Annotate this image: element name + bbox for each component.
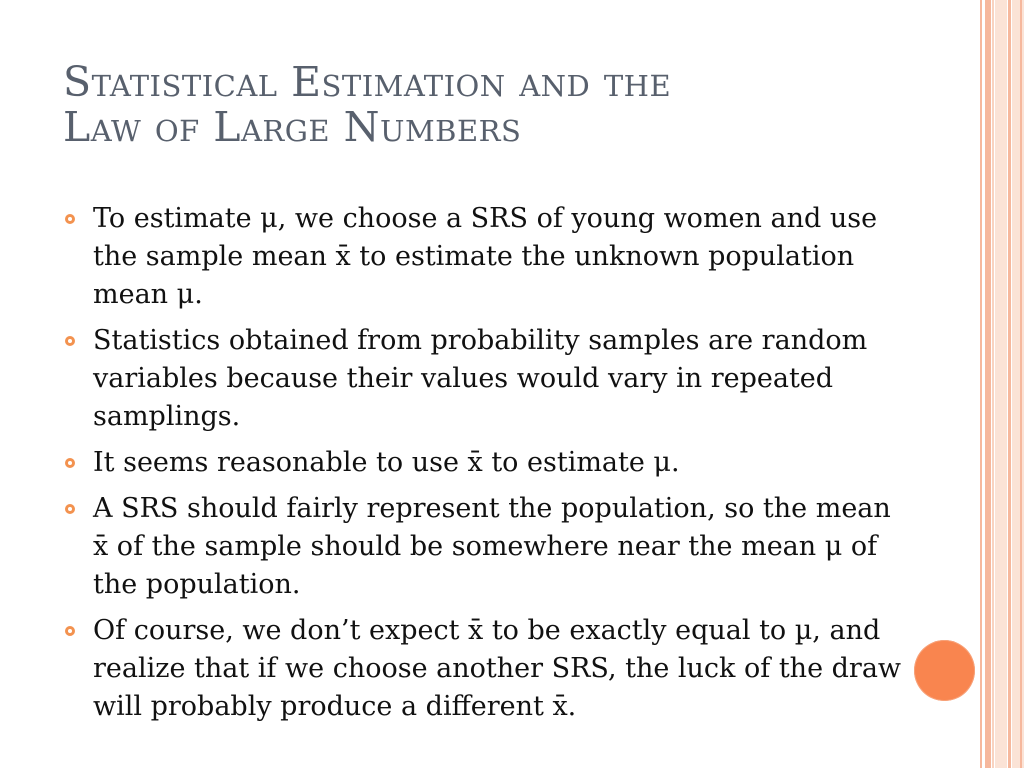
bullet-item: [65, 612, 905, 726]
decorative-stripe: [1012, 0, 1024, 768]
bullet-text: It seems reasonable to use x̄ to estimate μ.: [93, 447, 680, 478]
open-circle-bullet-icon: [65, 458, 75, 468]
decorative-stripe: [995, 0, 1007, 768]
open-circle-bullet-icon: [65, 504, 75, 514]
slide-title: [63, 58, 943, 152]
slide-title-line-2: Law of Large Numbers: [63, 103, 522, 151]
bullet-text: Of course, we don’t expect x̄ to be exactly equal to µ, and realize that if we choose another SRS, the luck of the draw will probably produce a different x̄.: [93, 615, 902, 722]
decorative-stripe: [985, 0, 991, 768]
bullet-list: [65, 200, 905, 734]
decorative-stripe: [1020, 0, 1022, 768]
decorative-stripe: [992, 0, 994, 768]
bullet-text: A SRS should fairly represent the population, so the mean x̄ of the sample should be somewhere near the mean μ of the population.: [93, 493, 891, 600]
bullet-text: To estimate μ, we choose a SRS of young women and use the sample mean x̄ to estimate the unknown population mean μ.: [93, 203, 878, 310]
decorative-stripe: [1008, 0, 1011, 768]
open-circle-bullet-icon: [65, 626, 75, 636]
bullet-item: [65, 490, 905, 604]
bullet-item: [65, 322, 905, 436]
decorative-stripe: [980, 0, 982, 768]
open-circle-bullet-icon: [65, 336, 75, 346]
open-circle-bullet-icon: [65, 214, 75, 224]
bullet-item: [65, 200, 905, 314]
decorative-accent-circle: [914, 640, 975, 701]
bullet-item: [65, 444, 905, 482]
bullet-text: Statistics obtained from probability samples are random variables because their values would vary in repeated samplings.: [93, 325, 868, 432]
slide-title-line-1: Statistical Estimation and the: [63, 58, 672, 106]
